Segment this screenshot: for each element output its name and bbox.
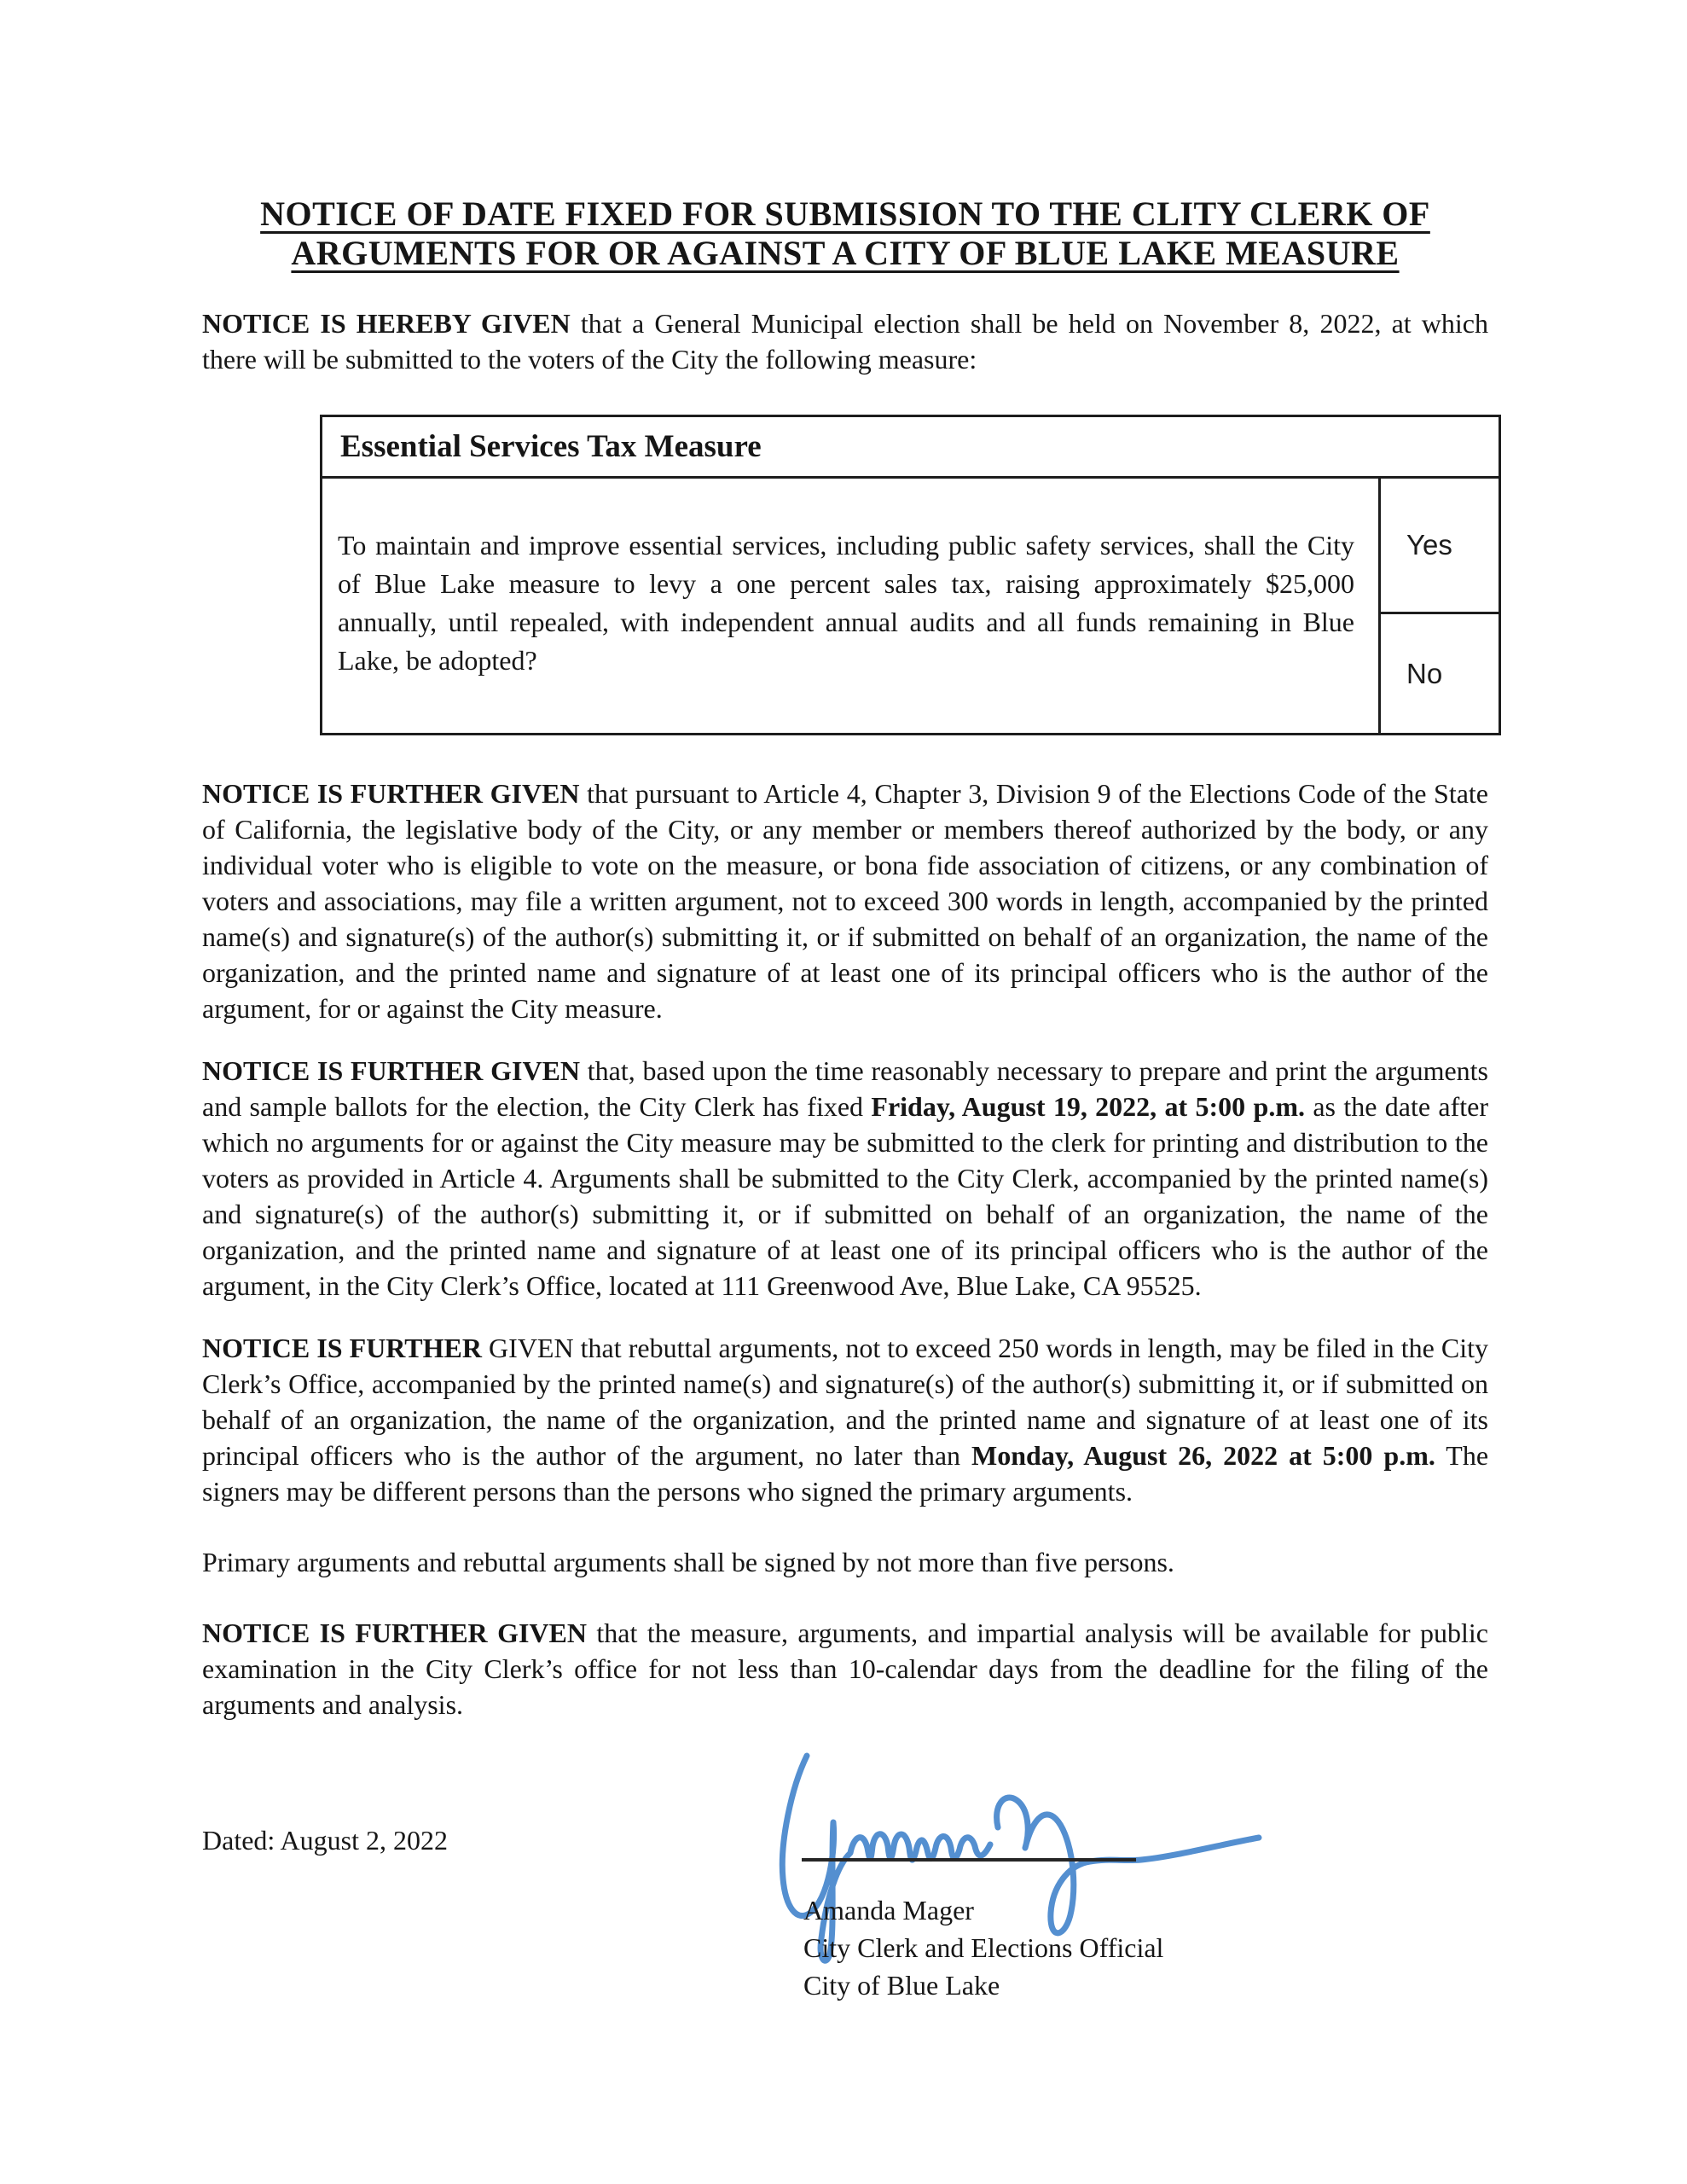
paragraph-notice-further-4: NOTICE IS FURTHER GIVEN that the measure, arguments, and impartial analysis will be available for public examination in the City Clerk’s office for not less than 10-calendar days from the deadline for the filing of the arguments and analysis. bbox=[202, 1618, 1489, 1720]
document-title-line2: ARGUMENTS FOR OR AGAINST A CITY OF BLUE LAKE MEASURE bbox=[291, 234, 1400, 272]
paragraph-notice-hereby-given: NOTICE IS HEREBY GIVEN that a General Municipal election shall be held on November 8, 2022, at which there will be submitted to the voters of the City the following measure: bbox=[202, 308, 1489, 375]
paragraph-notice-further-3: NOTICE IS FURTHER GIVEN that rebuttal arguments, not to exceed 250 words in length, may be filed in the City Clerk’s Office, accompanied by the printed name(s) and signature(s) of the author(s) submitting it, or if submitted on behalf of an organization, the name of the organization, and the printed name and signature of at least one of its principal officers who is the author of the argument, no later than Monday, August 26, 2022 at 5:00 p.m. The signers may be different persons than the persons who signed the primary arguments. bbox=[202, 1333, 1489, 1507]
dated-line: Dated: August 2, 2022 bbox=[202, 1825, 448, 1856]
signature-block bbox=[803, 1891, 1163, 2004]
measure-body-row bbox=[322, 479, 1499, 733]
measure-table bbox=[320, 415, 1501, 735]
vote-no-cell: No bbox=[1406, 657, 1443, 689]
signatory-name: Amanda Mager bbox=[803, 1895, 974, 1926]
paragraph-notice-further-1: NOTICE IS FURTHER GIVEN that pursuant to Article 4, Chapter 3, Division 9 of the Elections Code of the State of California, the legislative body of the City, or any member or members thereof authorized by the body, or any individual voter who is eligible to vote on the measure, or bona fide association of citizens, or any combination of voters and associations, may file a written argument, not to exceed 300 words in length, accompanied by the printed name(s) and signature(s) of the author(s) submitting it, or if submitted on behalf of an organization, the name of the organization, and the printed name and signature of at least one of its principal officers who is the author of the argument, for or against the City measure. bbox=[202, 778, 1489, 1024]
measure-title: Essential Services Tax Measure bbox=[322, 417, 1499, 479]
paragraph-primary-arguments: Primary arguments and rebuttal arguments shall be signed by not more than five persons. bbox=[202, 1547, 1174, 1577]
document-title bbox=[202, 195, 1488, 273]
measure-question-text: To maintain and improve essential services, including public safety services, shall the City of Blue Lake measure to levy a one percent sales tax, raising approximately $25,000 annually, until repealed, with independent annual audits and all funds remaining in Blue Lake, be adopted? bbox=[338, 530, 1354, 676]
document-body bbox=[202, 0, 1488, 1722]
paragraph-notice-further-2: NOTICE IS FURTHER GIVEN that, based upon the time reasonably necessary to prepare and print the arguments and sample ballots for the election, the City Clerk has fixed Friday, August 19, 2022, at 5:00 p.m. as the date after which no arguments for or against the City measure may be submitted to the clerk for printing and distribution to the voters as provided in Article 4. Arguments shall be submitted to the City Clerk, accompanied by the printed name(s) and signature(s) of the author(s) submitting it, or if submitted on behalf of an organization, the name of the organization, and the printed name and signature of at least one of its principal officers who is the author of the argument, in the City Clerk’s Office, located at 111 Greenwood Ave, Blue Lake, CA 95525. bbox=[202, 1055, 1489, 1301]
vote-column bbox=[1378, 479, 1499, 733]
signatory-org: City of Blue Lake bbox=[803, 1970, 1000, 2001]
vote-yes-cell: Yes bbox=[1381, 479, 1499, 614]
signatory-title: City Clerk and Elections Official bbox=[803, 1932, 1164, 1963]
document-title-line1: NOTICE OF DATE FIXED FOR SUBMISSION TO THE CLITY CLERK OF bbox=[260, 195, 1430, 233]
measure-question-cell bbox=[322, 479, 1378, 733]
signature-line bbox=[802, 1858, 1136, 1862]
